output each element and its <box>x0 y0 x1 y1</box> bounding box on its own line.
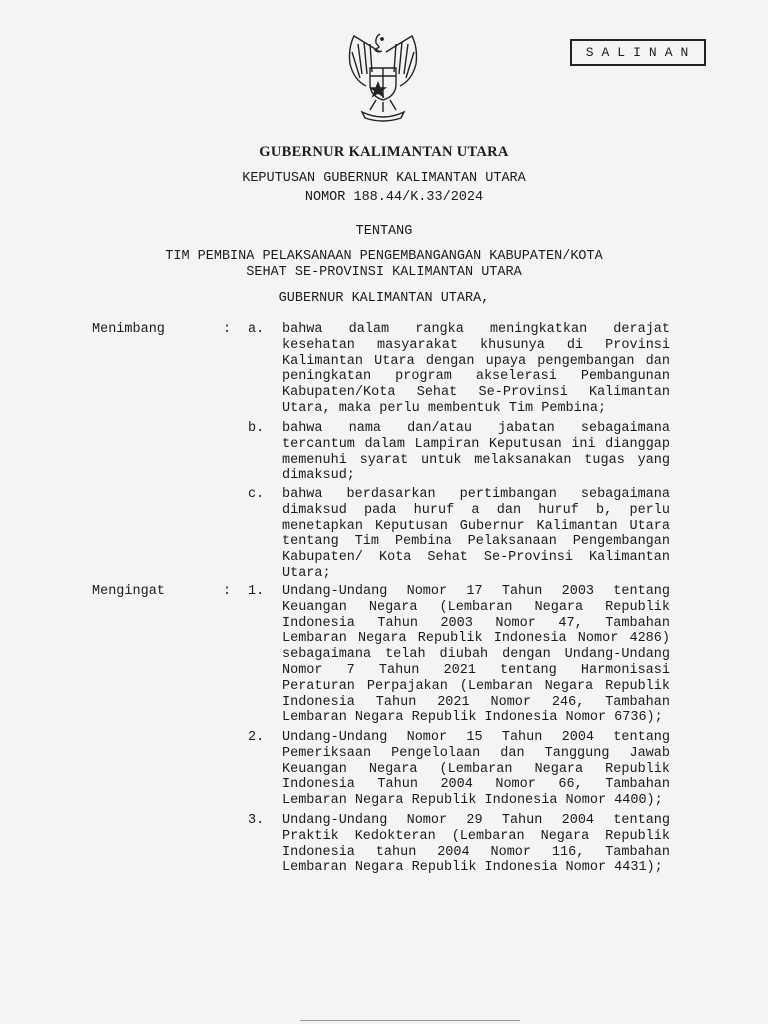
text-line: Indonesia Tahun 2004 Nomor 66, Tambahan <box>282 777 670 793</box>
menimbang-label: Menimbang <box>92 322 165 337</box>
text-line: bahwa berdasarkan pertimbangan sebagaimana <box>282 487 670 502</box>
text-line: bahwa nama dan/atau jabatan sebagaimana <box>282 421 670 436</box>
text-line: Utara, maka perlu membentuk Tim Pembina; <box>282 400 607 416</box>
text-line: Peraturan Perpajakan (Lembaran Negara Republik <box>282 678 670 694</box>
menimbang-a-marker: a. <box>248 322 265 337</box>
text-line: Pemeriksaan Pengelolaan dan Tanggung Jawab <box>282 745 670 761</box>
garuda-emblem-icon <box>340 28 426 128</box>
text-line: bahwa dalam rangka meningkatkan derajat <box>282 322 670 337</box>
text-line: Praktik Kedokteran (Lembaran Negara Republik <box>282 828 670 844</box>
menimbang-a-text <box>282 322 670 417</box>
about-heading: TENTANG <box>355 224 413 239</box>
menimbang-c-text <box>282 487 670 582</box>
mengingat-1-marker: 1. <box>248 584 265 599</box>
text-line: Nomor 7 Tahun 2021 tentang Harmonisasi <box>282 662 670 678</box>
text-line: Kalimantan Utara dengan upaya pengembangan dan <box>282 353 670 369</box>
menimbang-b-marker: b. <box>248 421 265 436</box>
authority-line: GUBERNUR KALIMANTAN UTARA, <box>278 291 490 306</box>
mengingat-2-marker: 2. <box>248 730 265 745</box>
text-line: Kabupaten/ Kota Sehat Se-Provinsi Kalimantan <box>282 550 670 566</box>
text-line: dimaksud; <box>282 468 355 484</box>
text-line: Indonesia tahun 2004 Nomor 116, Tambahan <box>282 844 670 860</box>
mengingat-3-text <box>282 813 670 876</box>
mengingat-colon: : <box>223 584 232 599</box>
text-line: Kabupaten/Kota Sehat Se-Provinsi Kalimantan <box>282 385 670 401</box>
menimbang-c-marker: c. <box>248 487 265 502</box>
text-line: Undang-Undang Nomor 17 Tahun 2003 tentang <box>282 584 670 599</box>
governor-title: GUBERNUR KALIMANTAN UTARA <box>259 144 509 160</box>
mengingat-2-text <box>282 730 670 809</box>
text-line: Indonesia Tahun 2021 Nomor 246, Tambahan <box>282 694 670 710</box>
text-line: Lembaran Negara Republik Indonesia Nomor 4286) <box>282 631 670 647</box>
text-line: Lembaran Negara Republik Indonesia Nomor 4400); <box>282 793 663 809</box>
decree-title: KEPUTUSAN GUBERNUR KALIMANTAN UTARA <box>242 171 526 186</box>
text-line: Utara; <box>282 565 331 581</box>
menimbang-b-text <box>282 421 670 484</box>
decree-subject-line-2: SEHAT SE-PROVINSI KALIMANTAN UTARA <box>246 265 522 280</box>
mengingat-3-marker: 3. <box>248 813 265 828</box>
text-line: Keuangan Negara (Lembaran Negara Republik <box>282 599 670 615</box>
text-line: dimaksud pada huruf a dan huruf b, perlu <box>282 502 670 518</box>
text-line: sebagaimana telah diubah dengan Undang-Undang <box>282 647 670 663</box>
text-line: menetapkan Keputusan Gubernur Kalimantan Utara <box>282 518 670 534</box>
text-line: peningkatan program akselerasi Pembangunan <box>282 369 670 385</box>
text-line: memenuhi syarat untuk melaksanakan tugas yang <box>282 452 670 468</box>
mengingat-1-text <box>282 584 670 726</box>
text-line: Undang-Undang Nomor 15 Tahun 2004 tentang <box>282 730 670 745</box>
salinan-stamp: SALINAN <box>570 39 706 66</box>
decree-number: NOMOR 188.44/K.33/2024 <box>304 190 484 205</box>
text-line: tentang Tim Pembina Pelaksanaan Pengembangan <box>282 534 670 550</box>
text-line: Lembaran Negara Republik Indonesia Nomor 4431); <box>282 860 663 876</box>
decree-subject-line-1: TIM PEMBINA PELAKSANAAN PENGEMBANGANGAN KABUPATEN/KOTA <box>165 249 603 264</box>
menimbang-colon: : <box>223 322 232 337</box>
text-line: Indonesia Tahun 2003 Nomor 47, Tambahan <box>282 615 670 631</box>
text-line: kesehatan masyarakat khusunya di Provinsi <box>282 337 670 353</box>
text-line: Lembaran Negara Republik Indonesia Nomor 6736); <box>282 710 663 726</box>
mengingat-label: Mengingat <box>92 584 165 599</box>
text-line: Undang-Undang Nomor 29 Tahun 2004 tentang <box>282 813 670 828</box>
text-line: Keuangan Negara (Lembaran Negara Republik <box>282 761 670 777</box>
page-edge-divider <box>300 1020 520 1021</box>
text-line: tercantum dalam Lampiran Keputusan ini dianggap <box>282 436 670 452</box>
